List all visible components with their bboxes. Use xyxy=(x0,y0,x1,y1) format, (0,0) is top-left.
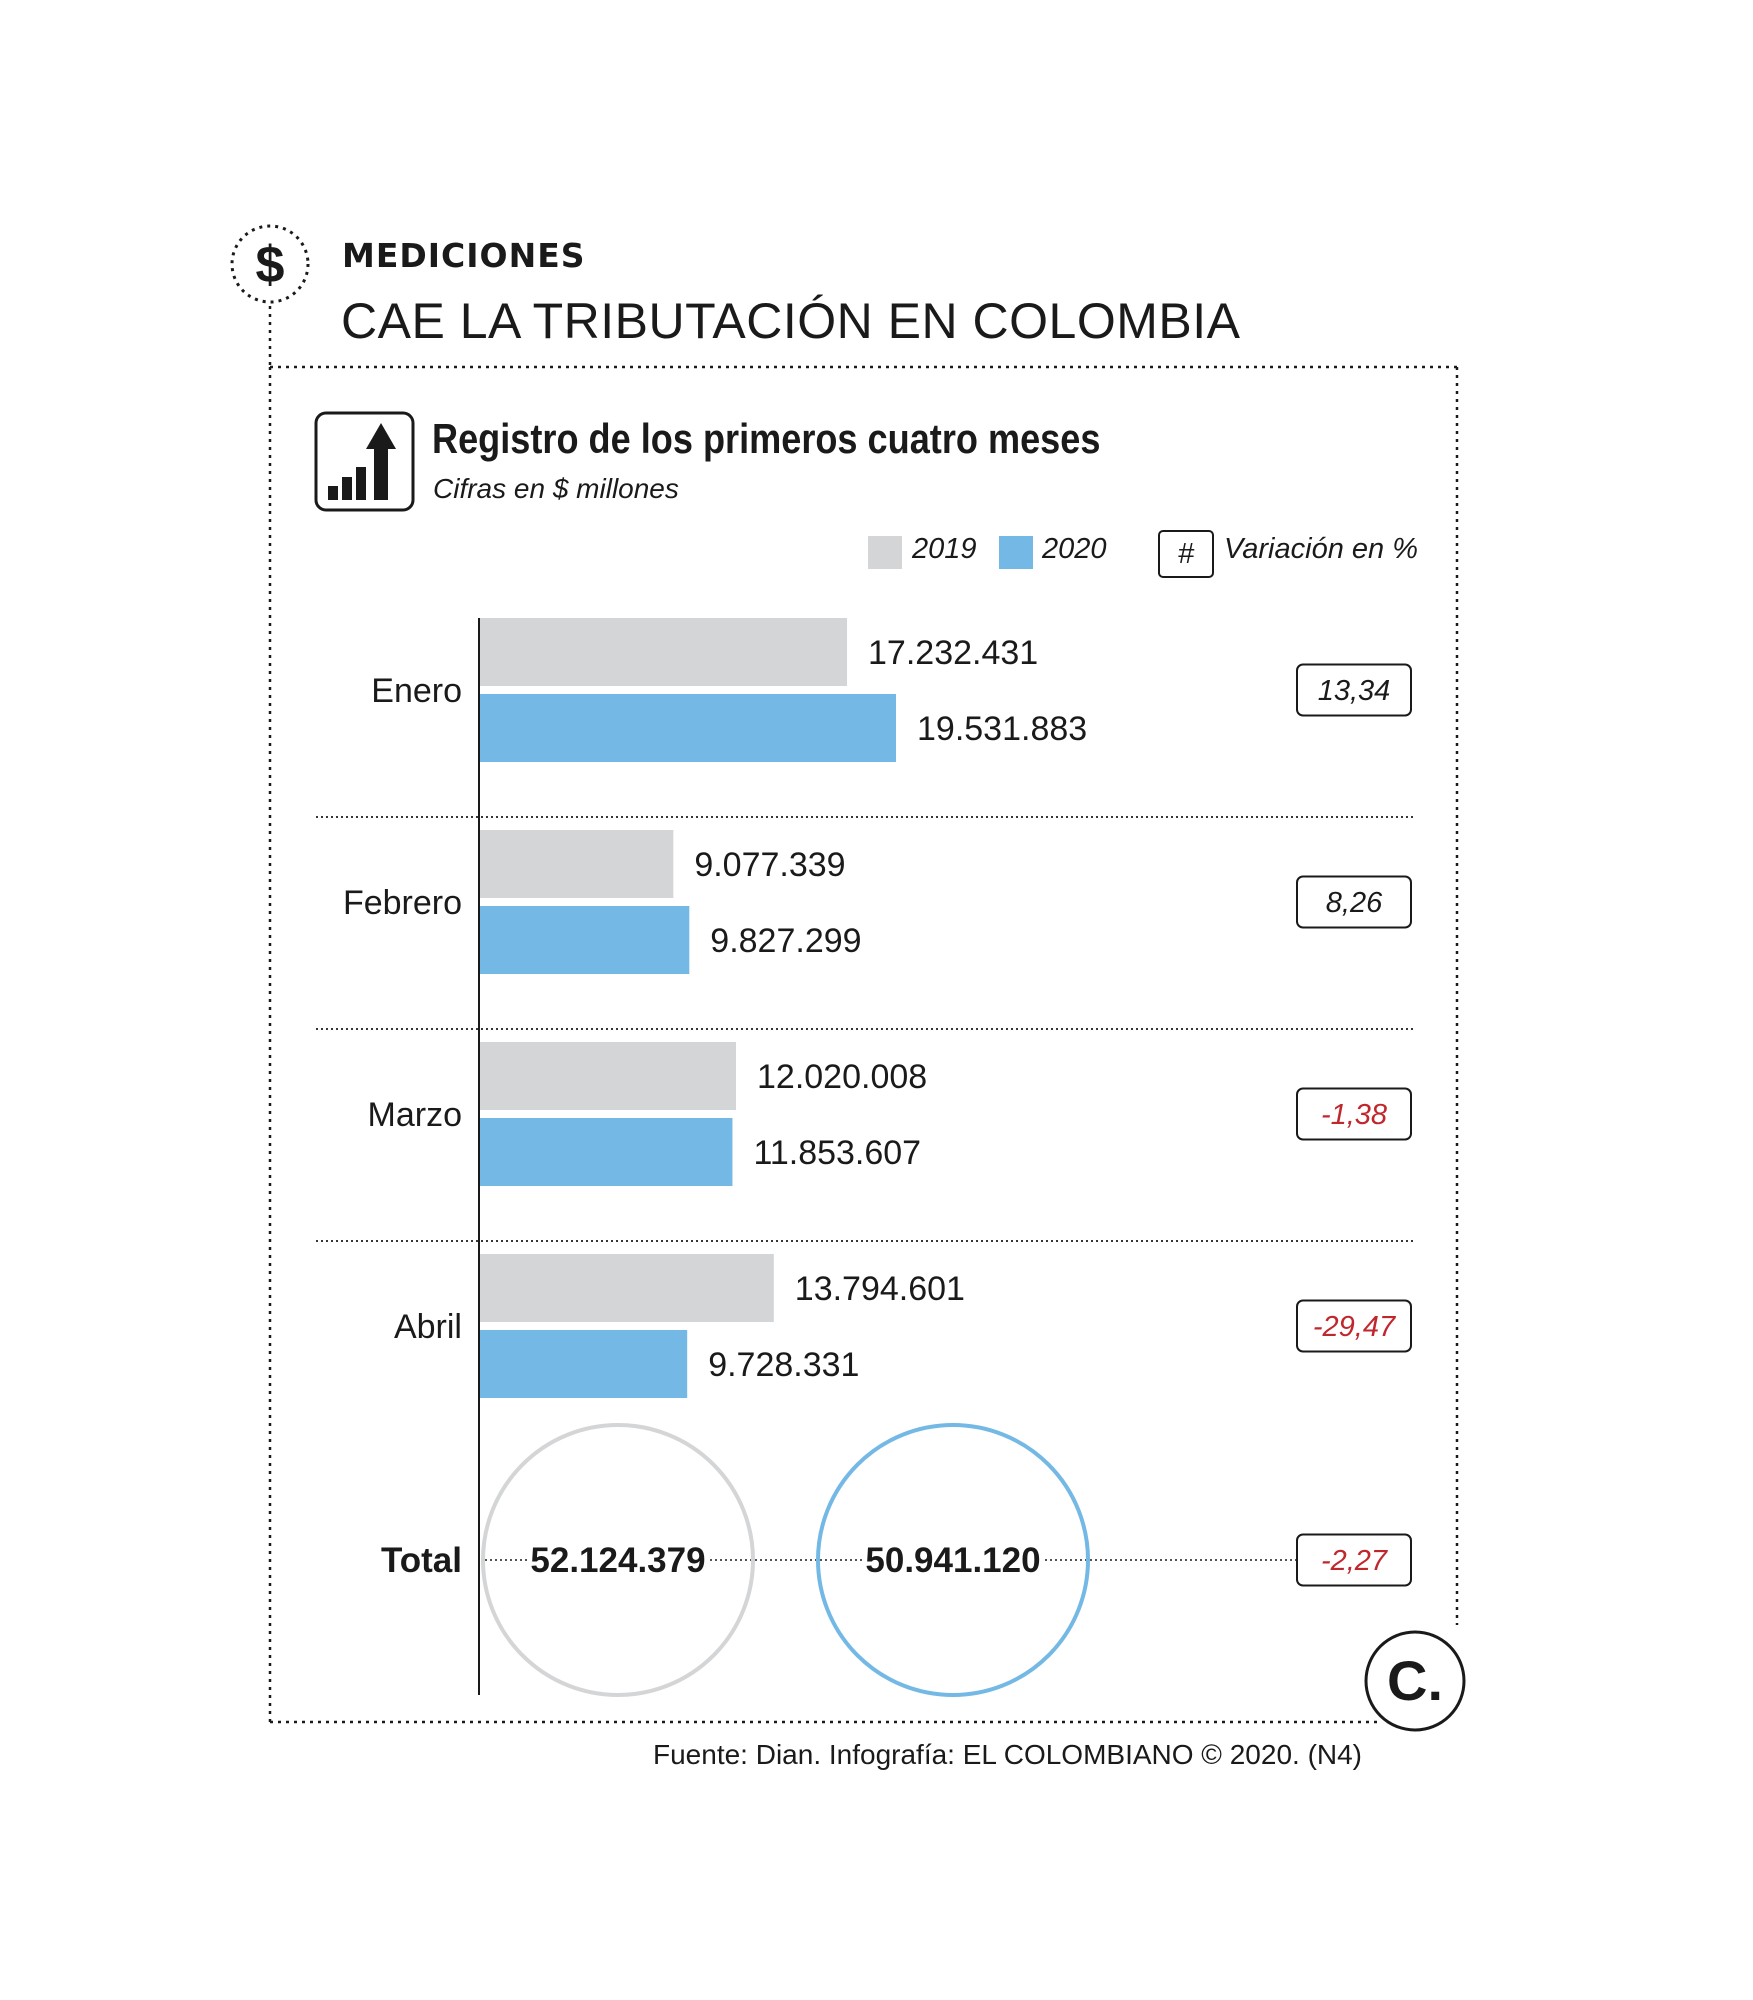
bar-2019 xyxy=(480,1042,736,1110)
chart-subtitle: Cifras en $ millones xyxy=(433,473,679,504)
bar-2019 xyxy=(480,830,673,898)
section-label: MEDICIONES xyxy=(342,236,586,275)
value-label-2020: 19.531.883 xyxy=(917,710,1088,748)
headline: CAE LA TRIBUTACIÓN EN COLOMBIA xyxy=(341,293,1241,349)
bar-2020 xyxy=(480,694,896,762)
bar-2019 xyxy=(480,1254,774,1322)
legend-variation-box: # xyxy=(1158,530,1214,578)
variation-label: -1,38 xyxy=(1320,1099,1388,1131)
category-label: Enero xyxy=(371,672,462,710)
value-label-2020: 11.853.607 xyxy=(753,1134,922,1172)
category-label: Febrero xyxy=(342,884,462,922)
bar-2020 xyxy=(480,1330,687,1398)
variation-label: 8,26 xyxy=(1325,887,1383,919)
source-note: Fuente: Dian. Infografía: EL COLOMBIANO © 2020. (N4) xyxy=(653,1739,1363,1770)
category-label: Abril xyxy=(393,1308,462,1346)
total-label: Total xyxy=(380,1541,462,1580)
legend-variation-label: Variación en % xyxy=(1224,533,1418,565)
variation-label: -29,47 xyxy=(1312,1311,1396,1343)
svg-text:$: $ xyxy=(255,236,285,294)
variation-label: 13,34 xyxy=(1317,675,1391,707)
legend-label-2020: 2020 xyxy=(1042,533,1107,565)
category-label: Marzo xyxy=(367,1096,462,1134)
chart-title: Registro de los primeros cuatro meses xyxy=(432,415,1101,462)
legend-label-2019: 2019 xyxy=(912,533,977,565)
svg-text:C.: C. xyxy=(1387,1649,1443,1712)
bar-2020 xyxy=(480,1118,732,1186)
total-value-2020: 50.941.120 xyxy=(865,1541,1041,1580)
total-value-2019: 52.124.379 xyxy=(530,1541,706,1580)
value-label-2019: 12.020.008 xyxy=(757,1058,928,1096)
value-label-2019: 9.077.339 xyxy=(694,846,846,884)
bar-2019 xyxy=(480,618,847,686)
el-colombiano-logo-icon xyxy=(1362,1628,1468,1734)
value-label-2020: 9.728.331 xyxy=(708,1346,860,1384)
bar-2020 xyxy=(480,906,689,974)
value-label-2020: 9.827.299 xyxy=(710,922,862,960)
value-label-2019: 17.232.431 xyxy=(868,634,1039,672)
value-label-2019: 13.794.601 xyxy=(794,1270,965,1308)
total-variation-label: -2,27 xyxy=(1320,1545,1388,1577)
